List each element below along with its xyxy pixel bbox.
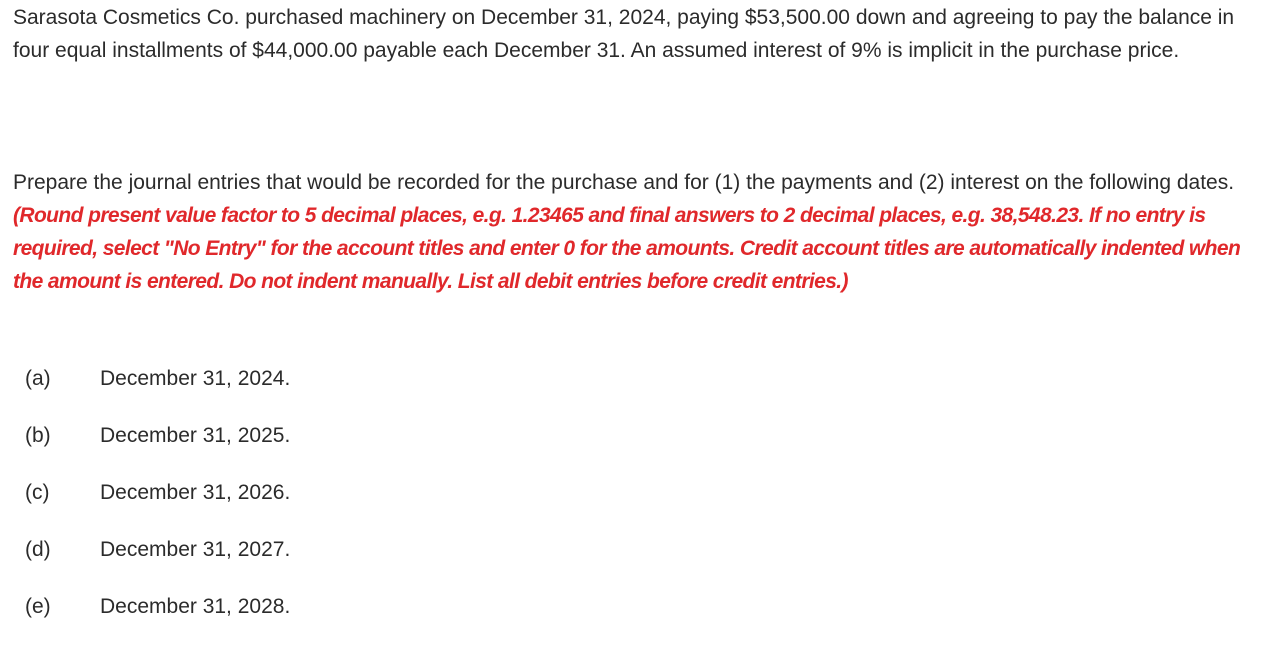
part-date: December 31, 2026. — [100, 480, 291, 504]
part-label: (e) — [25, 594, 51, 618]
instructions-text: Prepare the journal entries that would be recorded for the purchase and for (1) the payments and (2) interest on the following dates. — [13, 171, 1235, 194]
part-label: (a) — [25, 366, 51, 390]
part-date: December 31, 2028. — [100, 594, 291, 618]
instructions — [13, 166, 1253, 298]
part-item-a — [13, 350, 1253, 407]
instructions-note: (Round present value factor to 5 decimal places, e.g. 1.23465 and final answers to 2 decimal places, e.g. 38,548.23. If no entry is required, select "No Entry" for the account titles and enter 0 for the amounts. Credit account titles are automatically indented when the amount is entered. Do not indent manually. List all debit entries before credit entries.) — [13, 204, 1241, 293]
question-content — [13, 0, 1253, 635]
part-date: December 31, 2024. — [100, 366, 291, 390]
part-item-e — [13, 578, 1253, 635]
part-label: (d) — [25, 537, 51, 561]
problem-statement: Sarasota Cosmetics Co. purchased machinery on December 31, 2024, paying $53,500.00 down and agreeing to pay the balance in four equal installments of $44,000.00 payable each December 31. An assumed interest of 9% is implicit in the purchase price. — [13, 6, 1235, 62]
part-date: December 31, 2027. — [100, 537, 291, 561]
part-label: (c) — [25, 480, 50, 504]
part-date: December 31, 2025. — [100, 423, 291, 447]
part-item-b — [13, 407, 1253, 464]
parts-list — [13, 350, 1253, 635]
part-item-d — [13, 521, 1253, 578]
part-label: (b) — [25, 423, 51, 447]
part-item-c — [13, 464, 1253, 521]
